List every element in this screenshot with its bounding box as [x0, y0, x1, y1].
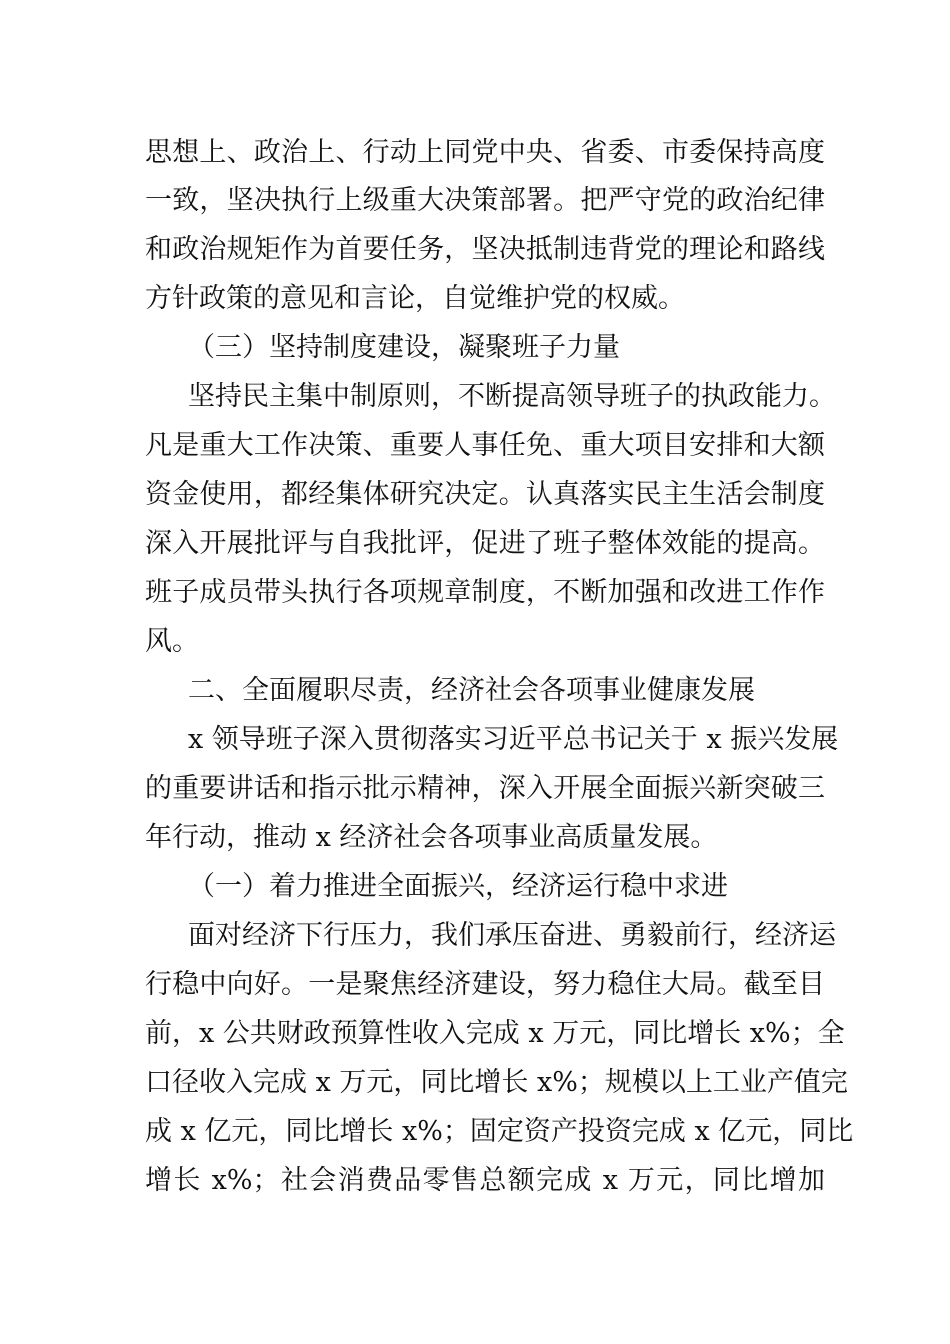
text-line-14: 的重要讲话和指示批示精神，深入开展全面振兴新突破三	[145, 773, 825, 804]
text-line-6: 坚持民主集中制原则，不断提高领导班子的执政能力。	[188, 381, 836, 412]
text-line-3: 和政治规矩作为首要任务，坚决抵制违背党的理论和路线	[145, 234, 825, 265]
section-heading-1: （一）着力推进全面振兴，经济运行稳中求进	[188, 871, 728, 902]
text-line-19: 前，x 公共财政预算性收入完成 x 万元，同比增长 x%；全	[145, 1018, 845, 1049]
text-line-18: 行稳中向好。一是聚焦经济建设，努力稳住大局。截至目	[145, 969, 825, 1000]
text-line-11: 风。	[145, 626, 199, 657]
section-heading-3: （三）坚持制度建设，凝聚班子力量	[188, 332, 620, 363]
section-heading-2: 二、全面履职尽责，经济社会各项事业健康发展	[188, 675, 755, 706]
text-line-20: 口径收入完成 x 万元，同比增长 x%；规模以上工业产值完	[145, 1067, 848, 1098]
text-line-17: 面对经济下行压力，我们承压奋进、勇毅前行，经济运	[188, 920, 836, 951]
text-line-9: 深入开展批评与自我批评，促进了班子整体效能的提高。	[145, 528, 825, 559]
text-line-13: x 领导班子深入贯彻落实习近平总书记关于 x 振兴发展	[188, 724, 839, 755]
text-line-2: 一致，坚决执行上级重大决策部署。把严守党的政治纪律	[145, 185, 825, 216]
text-line-21: 成 x 亿元，同比增长 x%；固定资产投资完成 x 亿元，同比	[145, 1116, 854, 1147]
text-line-10: 班子成员带头执行各项规章制度，不断加强和改进工作作	[145, 577, 825, 608]
text-line-8: 资金使用，都经集体研究决定。认真落实民主生活会制度	[145, 479, 825, 510]
text-line-1: 思想上、政治上、行动上同党中央、省委、市委保持高度	[145, 137, 825, 168]
text-line-7: 凡是重大工作决策、重要人事任免、重大项目安排和大额	[145, 430, 825, 461]
text-line-22: 增长 x%；社会消费品零售总额完成 x 万元，同比增加	[145, 1165, 825, 1196]
text-line-4: 方针政策的意见和言论，自觉维护党的权威。	[145, 283, 685, 314]
text-line-15: 年行动，推动 x 经济社会各项事业高质量发展。	[145, 822, 718, 853]
